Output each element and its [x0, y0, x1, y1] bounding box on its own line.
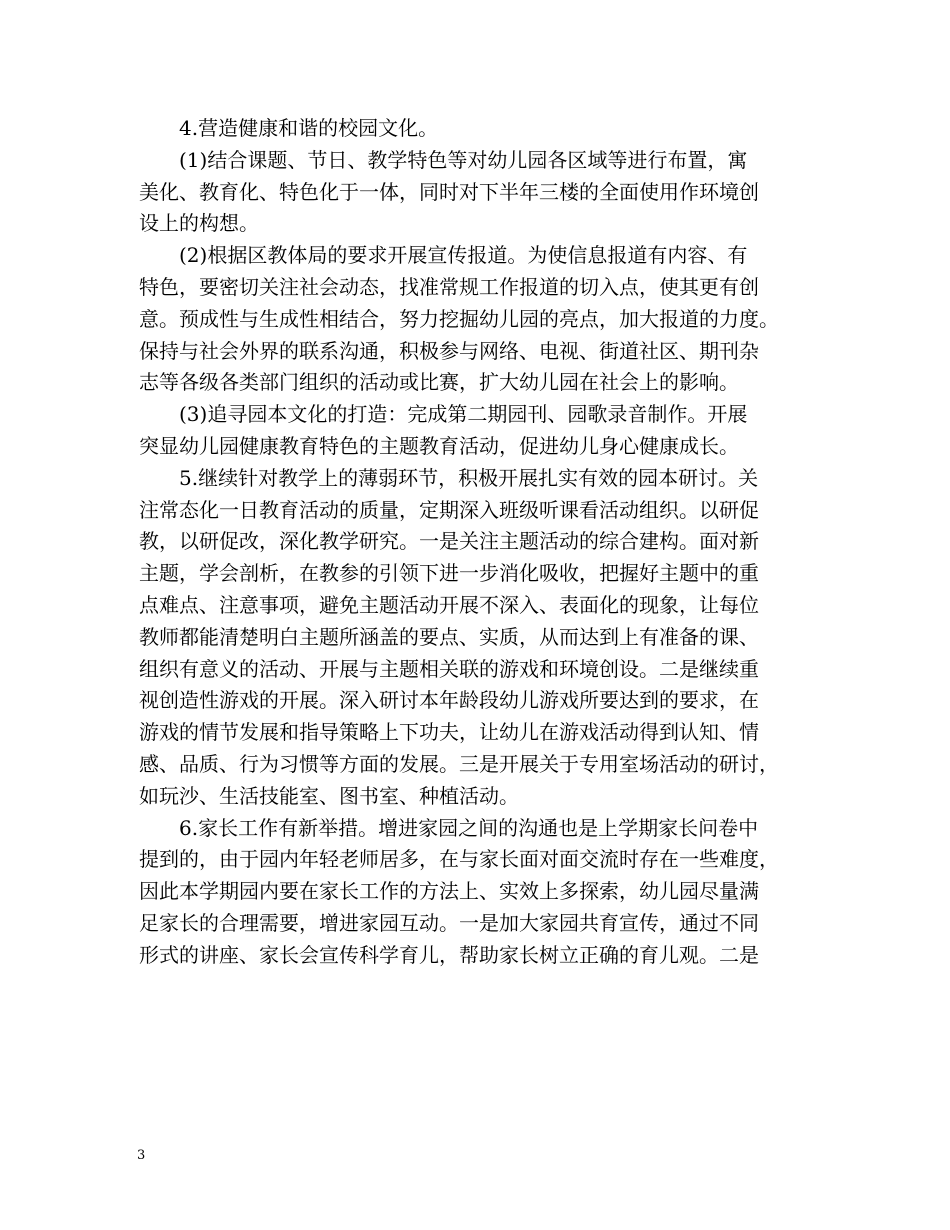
paragraph-p1	[139, 113, 824, 145]
text-line: 4.营造健康和谐的校园文化。	[179, 116, 439, 140]
text-line: 美化、教育化、特色化于一体，同时对下半年三楼的全面使用作环境创	[139, 179, 759, 204]
text-line: 注常态化一日教育活动的质量，定期深入班级听课看活动组织。以研促	[139, 497, 759, 522]
text-line: 感、品质、行为习惯等方面的发展。三是开展关于专用室场活动的研讨，	[139, 751, 779, 776]
text-line: 组织有意义的活动、开展与主题相关联的游戏和环境创设。二是继续重	[139, 656, 759, 681]
text-line: (1)结合课题、节日、教学特色等对幼儿园各区域等进行布置，寓	[179, 147, 748, 172]
text-line: (2)根据区教体局的要求开展宣传报道。为使信息报道有内容、有	[179, 243, 748, 268]
text-line: 突显幼儿园健康教育特色的主题教育活动，促进幼儿身心健康成长。	[139, 433, 739, 458]
text-line: 因此本学期园内要在家长工作的方法上、实效上多探索，幼儿园尽量满	[139, 879, 759, 904]
text-line: 视创造性游戏的开展。深入研讨本年龄段幼儿游戏所要达到的要求，在	[139, 688, 759, 713]
text-line: 5.继续针对教学上的薄弱环节，积极开展扎实有效的园本研讨。关	[179, 465, 759, 490]
text-line: 特色，要密切关注社会动态，找准常规工作报道的切入点，使其更有创	[139, 274, 759, 299]
text-line: 提到的，由于园内年轻老师居多，在与家长面对面交流时存在一些难度，	[139, 847, 779, 872]
paragraph-p4	[139, 399, 824, 463]
text-line: 设上的构想。	[139, 211, 259, 236]
text-line: 形式的讲座、家长会宣传科学育儿，帮助家长树立正确的育儿观。二是	[139, 942, 759, 967]
paragraph-p3	[139, 240, 824, 399]
text-line: 点难点、注意事项，避免主题活动开展不深入、表面化的现象，让每位	[139, 592, 759, 617]
paragraph-p6	[139, 813, 824, 972]
text-line: 足家长的合理需要，增进家园互动。一是加大家园共育宣传，通过不同	[139, 910, 759, 935]
document-body	[139, 113, 824, 972]
text-line: 意。预成性与生成性相结合，努力挖掘幼儿园的亮点，加大报道的力度。	[139, 306, 779, 331]
text-line: 教师都能清楚明白主题所涵盖的要点、实质，从而达到上有准备的课、	[139, 624, 759, 649]
text-line: 游戏的情节发展和指导策略上下功夫，让幼儿在游戏活动得到认知、情	[139, 720, 759, 745]
text-line: 保持与社会外界的联系沟通，积极参与网络、电视、街道社区、期刊杂	[139, 338, 759, 363]
page-number: 3	[137, 1148, 146, 1163]
text-line: 6.家长工作有新举措。增进家园之间的沟通也是上学期家长问卷中	[179, 815, 759, 840]
text-line: 如玩沙、生活技能室、图书室、种植活动。	[139, 783, 519, 808]
text-line: 主题，学会剖析，在教参的引领下进一步消化吸收，把握好主题中的重	[139, 561, 759, 586]
paragraph-p5	[139, 463, 824, 813]
text-line: 志等各级各类部门组织的活动或比赛，扩大幼儿园在社会上的影响。	[139, 370, 739, 395]
text-line: (3)追寻园本文化的打造：完成第二期园刊、园歌录音制作。开展	[179, 402, 748, 427]
text-line: 教，以研促改，深化教学研究。一是关注主题活动的综合建构。面对新	[139, 529, 759, 554]
paragraph-p2	[139, 145, 824, 240]
